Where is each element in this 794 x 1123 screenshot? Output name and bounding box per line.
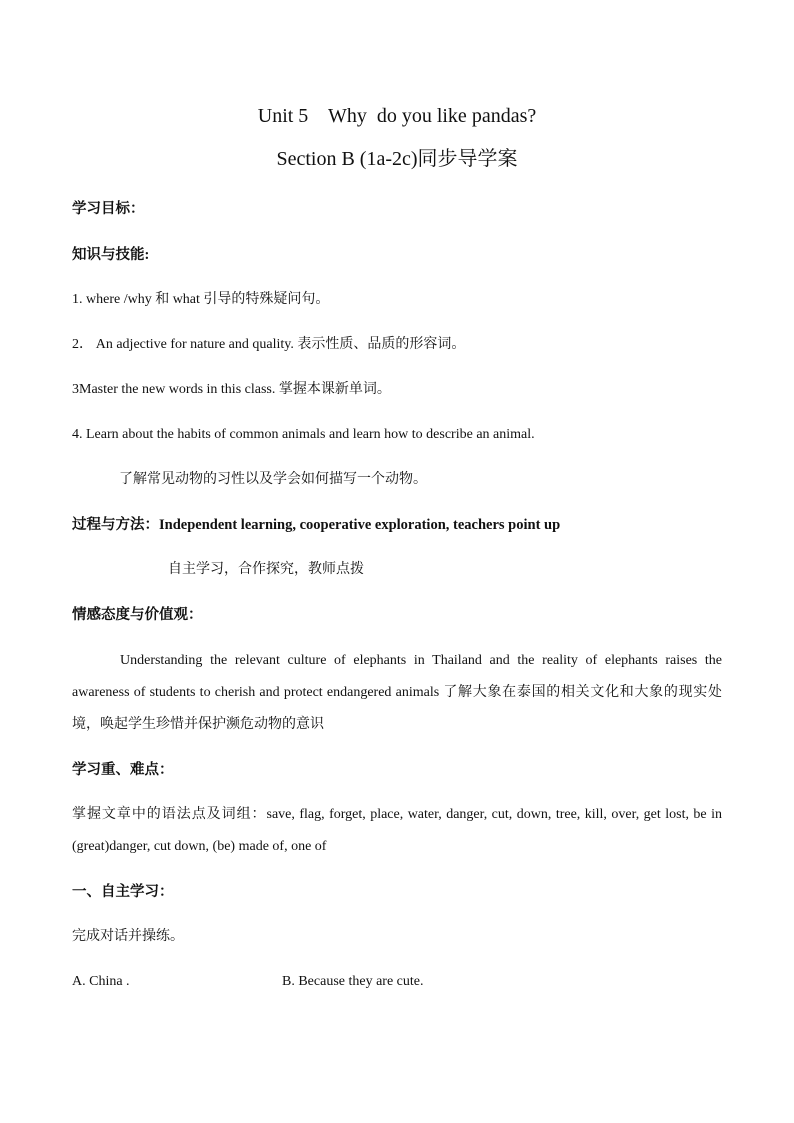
unit-title: Unit 5 Why do you like pandas?: [257, 105, 537, 127]
key-points-paragraph: 掌握文章中的语法点及词组：save, flag, forget, place, water, danger, cut, down, tree, kill, over, get lost, be in (great)danger, cut down, (be) made of, one of: [72, 807, 722, 854]
objective-item-1: 1. where /why 和 what 引导的特殊疑问句。: [72, 292, 330, 307]
process-heading: [72, 516, 560, 535]
key-points-heading: 学习重、难点：: [72, 762, 174, 778]
process-cn: 自主学习，合作探究，教师点拨: [168, 562, 364, 577]
section-title: Section B (1a-2c)同步导学案: [276, 148, 518, 170]
process-heading-cn: 过程与方法：: [72, 517, 159, 533]
self-study-heading: 一、自主学习：: [72, 884, 174, 900]
answer-a: A. China .: [72, 974, 130, 989]
objective-item-2: 2． An adjective for nature and quality. 表示性质、品质的形容词。: [72, 337, 466, 352]
emotion-paragraph: [72, 645, 722, 741]
knowledge-heading: 知识与技能:: [72, 247, 150, 263]
objective-item-4: 4. Learn about the habits of common animals and learn how to describe an animal.: [72, 427, 535, 442]
process-heading-en: Independent learning, cooperative exploration, teachers point up: [159, 517, 561, 533]
objective-item-3: 3Master the new words in this class. 掌握本课新单词。: [72, 382, 391, 397]
answer-b: B. Because they are cute.: [282, 974, 424, 989]
objectives-heading: 学习目标：: [72, 201, 145, 217]
self-study-instruction: 完成对话并操练。: [72, 929, 184, 944]
emotion-text: Understanding the relevant culture of elephants in Thailand and the reality of elephants raises the awareness of students to cherish and protect endangered animals 了解大象在泰国的相关文化和大象的现实处境，唤起学生珍惜并保护濒危动物的意识: [72, 653, 722, 732]
emotion-heading: 情感态度与价值观：: [72, 607, 203, 623]
objective-item-4-cn: 了解常见动物的习性以及学会如何描写一个动物。: [119, 472, 427, 487]
